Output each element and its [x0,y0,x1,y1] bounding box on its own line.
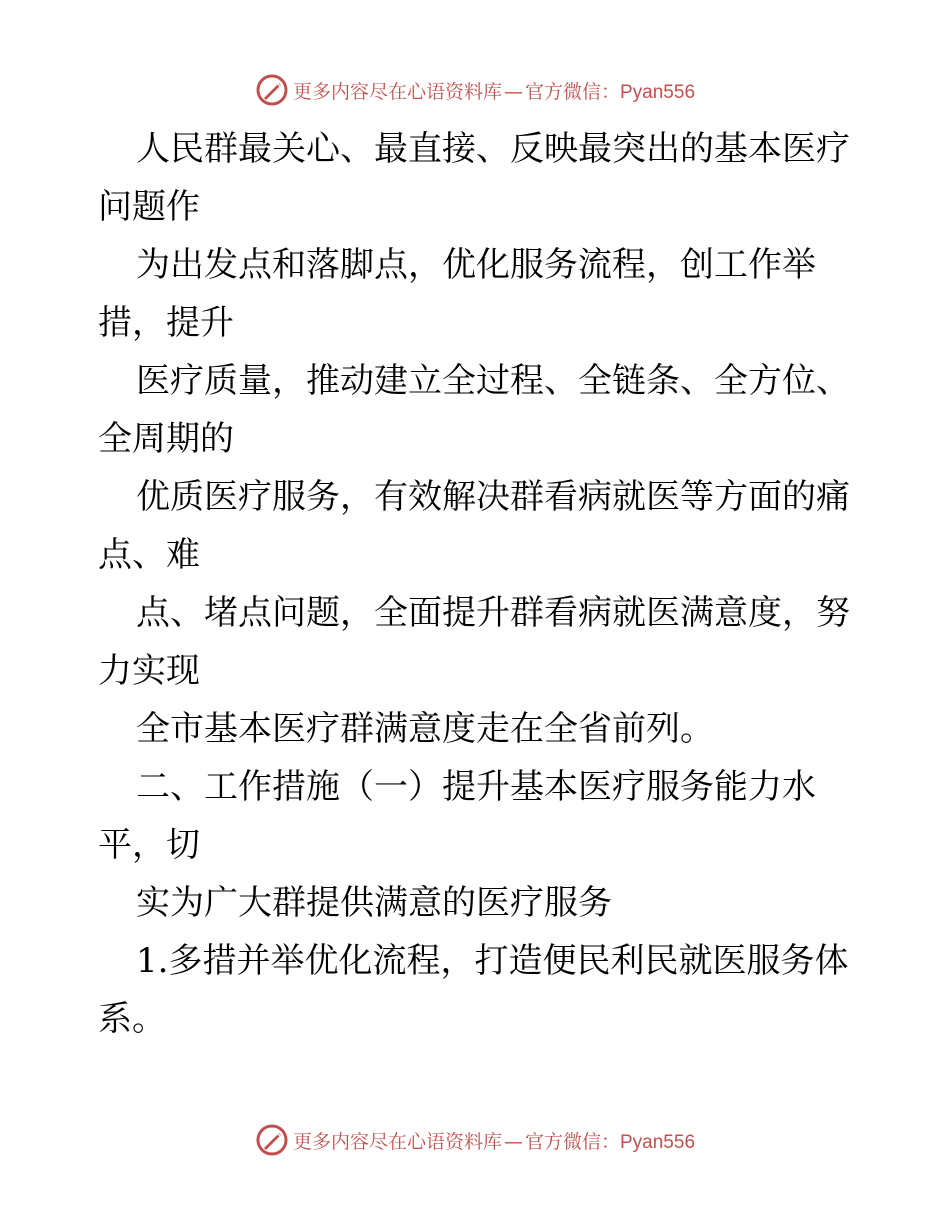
feather-seal-icon [255,1123,289,1157]
watermark-dash: — [503,1130,523,1153]
watermark-label: 官方微信： [524,1130,620,1153]
watermark-brand: 更多内容尽在心语资料库 [292,1130,502,1153]
body-text-line: 系。 [98,999,166,1039]
header-watermark [0,70,950,110]
footer-watermark [0,1120,950,1160]
body-text-line: 实为广大群提供满意的医疗服务 [136,883,612,923]
body-text-line: 全市基本医疗群满意度走在全省前列。 [136,709,714,749]
body-text-line: 措，提升 [98,303,234,343]
body-text-line: 优质医疗服务，有效解决群看病就医等方面的痛 [136,477,850,517]
body-text-line: 全周期的 [98,419,234,459]
watermark-label: 官方微信： [524,80,620,103]
watermark-text [293,77,695,104]
watermark-brand: 更多内容尽在心语资料库 [292,80,502,103]
body-text-line: 力实现 [98,651,200,691]
watermark-wechat-id: Pyan556 [620,1131,696,1153]
body-text-line: 二、工作措施（一）提升基本医疗服务能力水 [136,767,816,807]
feather-seal-icon [255,73,289,107]
body-text-line: 人民群最关心、最直接、反映最突出的基本医疗 [136,129,850,169]
body-text-line: 点、难 [98,535,200,575]
watermark-dash: — [503,80,523,103]
watermark-wechat-id: Pyan556 [620,81,696,103]
body-text-line: 为出发点和落脚点，优化服务流程，创工作举 [136,245,816,285]
body-text-line: 点、堵点问题，全面提升群看病就医满意度，努 [136,593,850,633]
body-text-line: 1.多措并举优化流程，打造便民利民就医服务体 [136,941,849,981]
watermark-text [293,1127,695,1154]
body-text-line: 平，切 [98,825,200,865]
document-body [98,120,858,1048]
body-text-line: 医疗质量，推动建立全过程、全链条、全方位、 [136,361,850,401]
body-text-line: 问题作 [98,187,200,227]
